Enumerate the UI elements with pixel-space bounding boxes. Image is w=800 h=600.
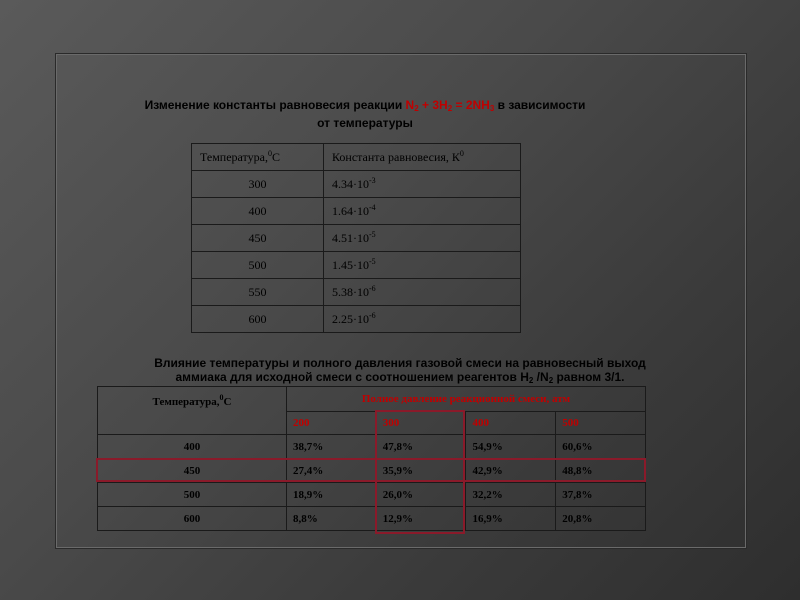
table-row: 450 27,4% 35,9% 42,9% 48,8%	[98, 459, 646, 483]
table-row: 450 $4.51\cdot 10^{-5}$	[192, 225, 521, 252]
table-row: 600 8,8% 12,9% 16,9% 20,8%	[98, 507, 646, 531]
table1-title-text: Изменение константы равновесия реакции	[144, 98, 406, 112]
ammonia-yield-table	[97, 386, 646, 531]
table-row: 500 $1.45\cdot 10^{-5}$	[192, 252, 521, 279]
table-row: 400 38,7% 47,8% 54,9% 60,6%	[98, 435, 646, 459]
reaction-formula: $N_2 + 3H_2 = 2NH_3$	[405, 98, 495, 113]
table1-title-post: в зависимости	[494, 98, 586, 112]
table-header-row	[98, 387, 646, 412]
header-temperature: Температура,$^0$С	[192, 144, 324, 171]
table-header-row	[192, 144, 521, 171]
table-row: 600 $2.25\cdot 10^{-6}$	[192, 306, 521, 333]
equilibrium-constant-table	[191, 143, 521, 333]
pressure-300: 300	[376, 412, 466, 435]
table-row: 550 $5.38\cdot 10^{-6}$	[192, 279, 521, 306]
table1-title	[130, 98, 600, 130]
pressure-200: 200	[287, 412, 377, 435]
table-row: 500 18,9% 26,0% 32,2% 37,8%	[98, 483, 646, 507]
header-temperature: Температура,$^0$С	[98, 387, 287, 435]
pressure-500: 500	[556, 412, 646, 435]
table1-title-line3: от температуры	[317, 116, 413, 130]
table2-title: Влияние температуры и полного давления газовой смеси на равновесный выход аммиака для исходной смеси с соотношением реагентов $H_2$ $/N_2$ равном 3/1.	[154, 356, 646, 385]
table-row: 400 $1.64\cdot 10^{-4}$	[192, 198, 521, 225]
header-pressure: Полное давление реакционной смеси, атм	[287, 387, 646, 412]
pressure-400: 400	[466, 412, 556, 435]
header-constant: Константа равновесия, $К^0$	[324, 144, 521, 171]
table-row: 300 $4.34\cdot 10^{-3}$	[192, 171, 521, 198]
